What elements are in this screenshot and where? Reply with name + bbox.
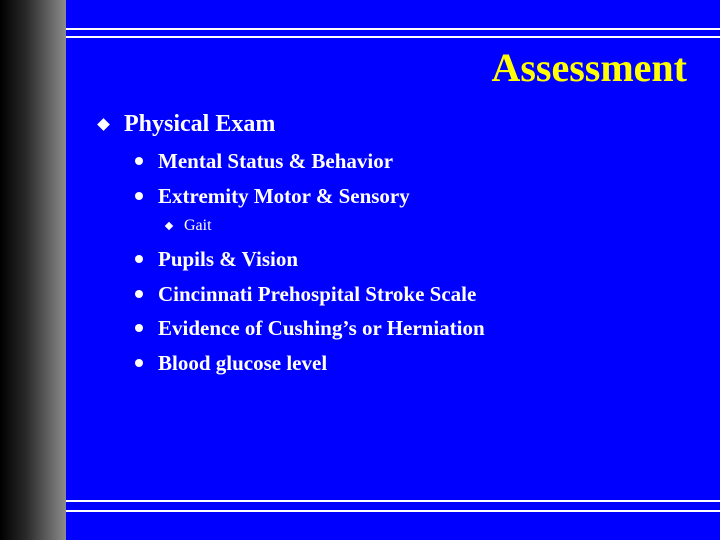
bullet-cushings: [134, 315, 485, 341]
dot-bullet-icon: [135, 324, 143, 332]
bullet-text: Gait: [184, 217, 212, 234]
bullet-pupils: [134, 246, 298, 272]
bullet-text: Physical Exam: [124, 111, 276, 137]
diamond-bullet-icon: [97, 118, 110, 131]
dot-bullet-icon: [135, 255, 143, 263]
bottom-rule-line: [66, 510, 720, 512]
bullet-text: Pupils & Vision: [158, 247, 299, 271]
dot-bullet-icon: [135, 157, 143, 165]
bullet-text: Mental Status & Behavior: [158, 149, 394, 173]
bullet-mental-status: [134, 148, 393, 174]
bullet-text: Evidence of Cushing’s or Herniation: [158, 316, 485, 340]
bullet-gait: [165, 216, 212, 236]
top-rule-line: [66, 36, 720, 38]
bullet-text: Cincinnati Prehospital Stroke Scale: [158, 282, 477, 306]
bullet-cincinnati: [134, 281, 476, 307]
bullet-text: Blood glucose level: [158, 351, 328, 375]
dot-bullet-icon: [135, 359, 143, 367]
bullet-physical-exam: [96, 110, 275, 138]
slide-title: Assessment: [491, 45, 687, 90]
bottom-rule-line: [66, 500, 720, 502]
dot-bullet-icon: [135, 290, 143, 298]
bullet-glucose: [134, 350, 327, 376]
dot-bullet-icon: [135, 192, 143, 200]
bullet-extremity: [134, 183, 410, 209]
top-rule-line: [66, 28, 720, 30]
side-gradient-bar: [0, 0, 66, 540]
bullet-text: Extremity Motor & Sensory: [158, 184, 410, 208]
diamond-bullet-icon: [165, 222, 173, 230]
